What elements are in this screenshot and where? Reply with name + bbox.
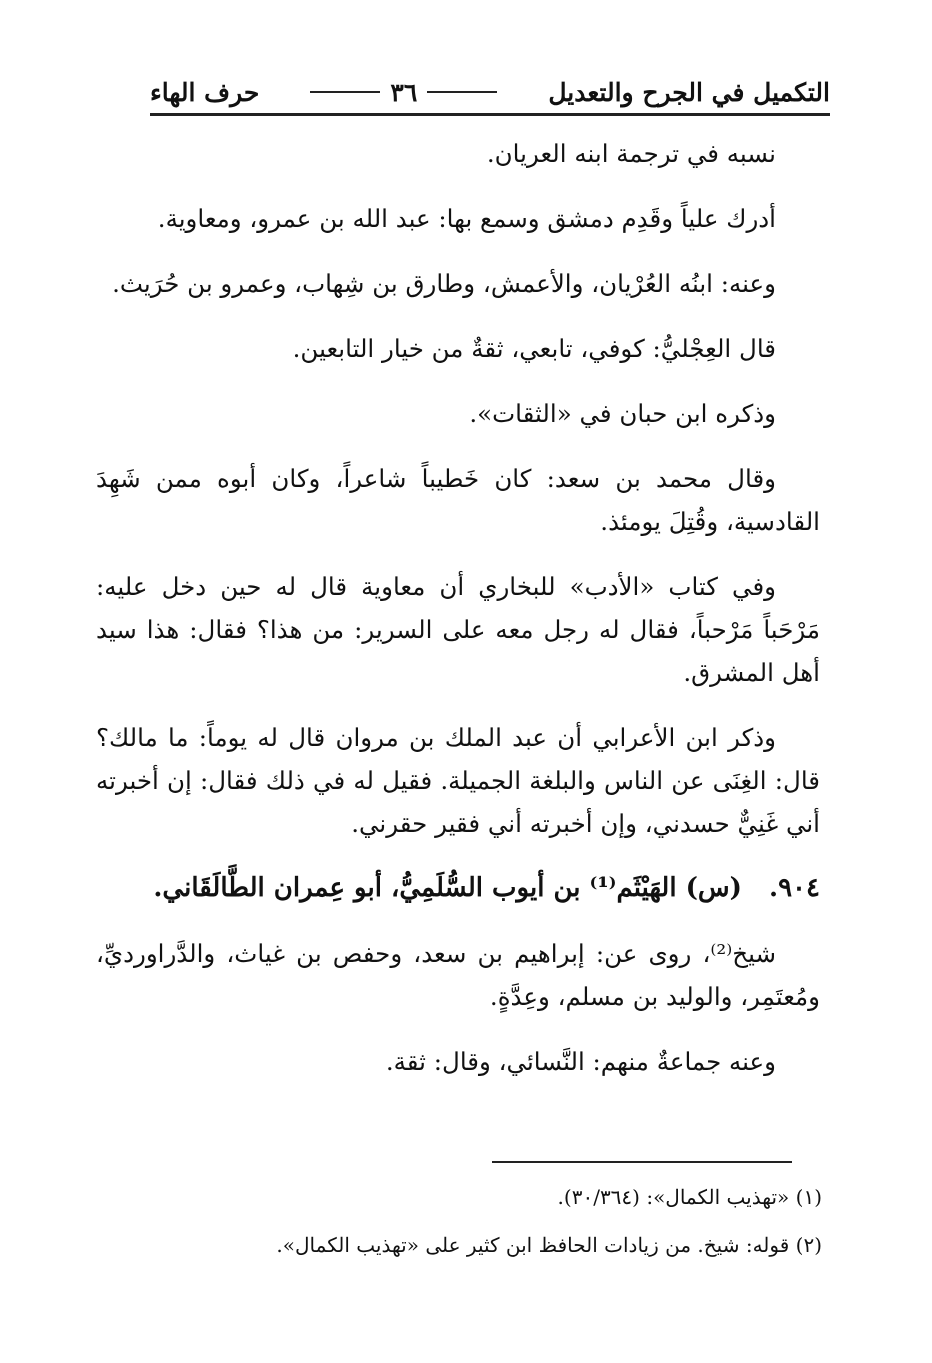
footnote-separator — [492, 1161, 792, 1163]
page-number: ٣٦ — [390, 77, 418, 107]
footnote: (٢) قوله: شيخ. من زيادات الحافظ ابن كثير على «تهذيب الكمال». — [276, 1233, 822, 1257]
paragraph: وفي كتاب «الأدب» للبخاري أن معاوية قال له حين دخل عليه: مَرْحَباً مَرْحباً، فقال له رجل معه على السرير: من هذا؟ فقال: هذا سيد أهل المشرق. — [96, 572, 820, 687]
page-header — [150, 70, 830, 114]
footnote: (١) «تهذيب الكمال»: (٣٠/٣٦٤). — [557, 1185, 822, 1209]
entry-heading — [96, 867, 820, 910]
entry-title: (س) الهَيْثَم⁽¹⁾ بن أيوب السُّلَمِيُّ، أبو عِمران الطَّالَقَاني. — [153, 873, 742, 903]
page-number-group — [310, 78, 497, 107]
header-dash-left — [310, 91, 380, 93]
section-title: حرف الهاء — [150, 77, 260, 107]
paragraph: وذكر ابن الأعرابي أن عبد الملك بن مروان قال له يوماً: ما مالك؟ قال: الغِنَى عن الناس والبلغة الجميلة. فقيل له في ذلك فقال: إن أخبرته أني غَنِيٌّ حسدني، وإن أخبرته أني فقير حقرني. — [96, 723, 820, 838]
header-dash-right — [427, 91, 497, 93]
paragraph: وقال محمد بن سعد: كان خَطيباً شاعراً، وكان أبوه ممن شَهِدَ القادسية، وقُتِلَ يومئذ. — [96, 464, 820, 536]
entry-paragraph: وعنه جماعةٌ منهم: النَّسائي، وقال: ثقة. — [385, 1047, 776, 1076]
footnotes — [180, 1176, 822, 1272]
paragraph: وذكره ابن حبان في «الثقات». — [469, 399, 776, 428]
paragraph: نسبه في ترجمة ابنه العريان. — [486, 139, 776, 168]
paragraph: وعنه: ابنُه العُرْيان، والأعمش، وطارق بن شِهاب، وعمرو بن حُرَيث. — [112, 269, 776, 298]
paragraph: قال العِجْليُّ: كوفي، تابعي، ثقةٌ من خيار التابعين. — [292, 334, 776, 363]
paragraph: أدرك علياً وقَدِم دمشق وسمع بها: عبد الله بن عمرو، ومعاوية. — [157, 204, 776, 233]
entry-number: ٩٠٤. — [769, 873, 820, 903]
book-title: التكميل في الجرح والتعديل — [548, 77, 830, 107]
main-text — [96, 132, 820, 1105]
entry-paragraph: شيخ⁽²⁾، روى عن: إبراهيم بن سعد، وحفص بن غياث، والدَّراورديِّ، ومُعتَمِر، والوليد بن مسلم، وعِدَّةٍ. — [96, 939, 820, 1011]
header-rule — [150, 113, 830, 116]
